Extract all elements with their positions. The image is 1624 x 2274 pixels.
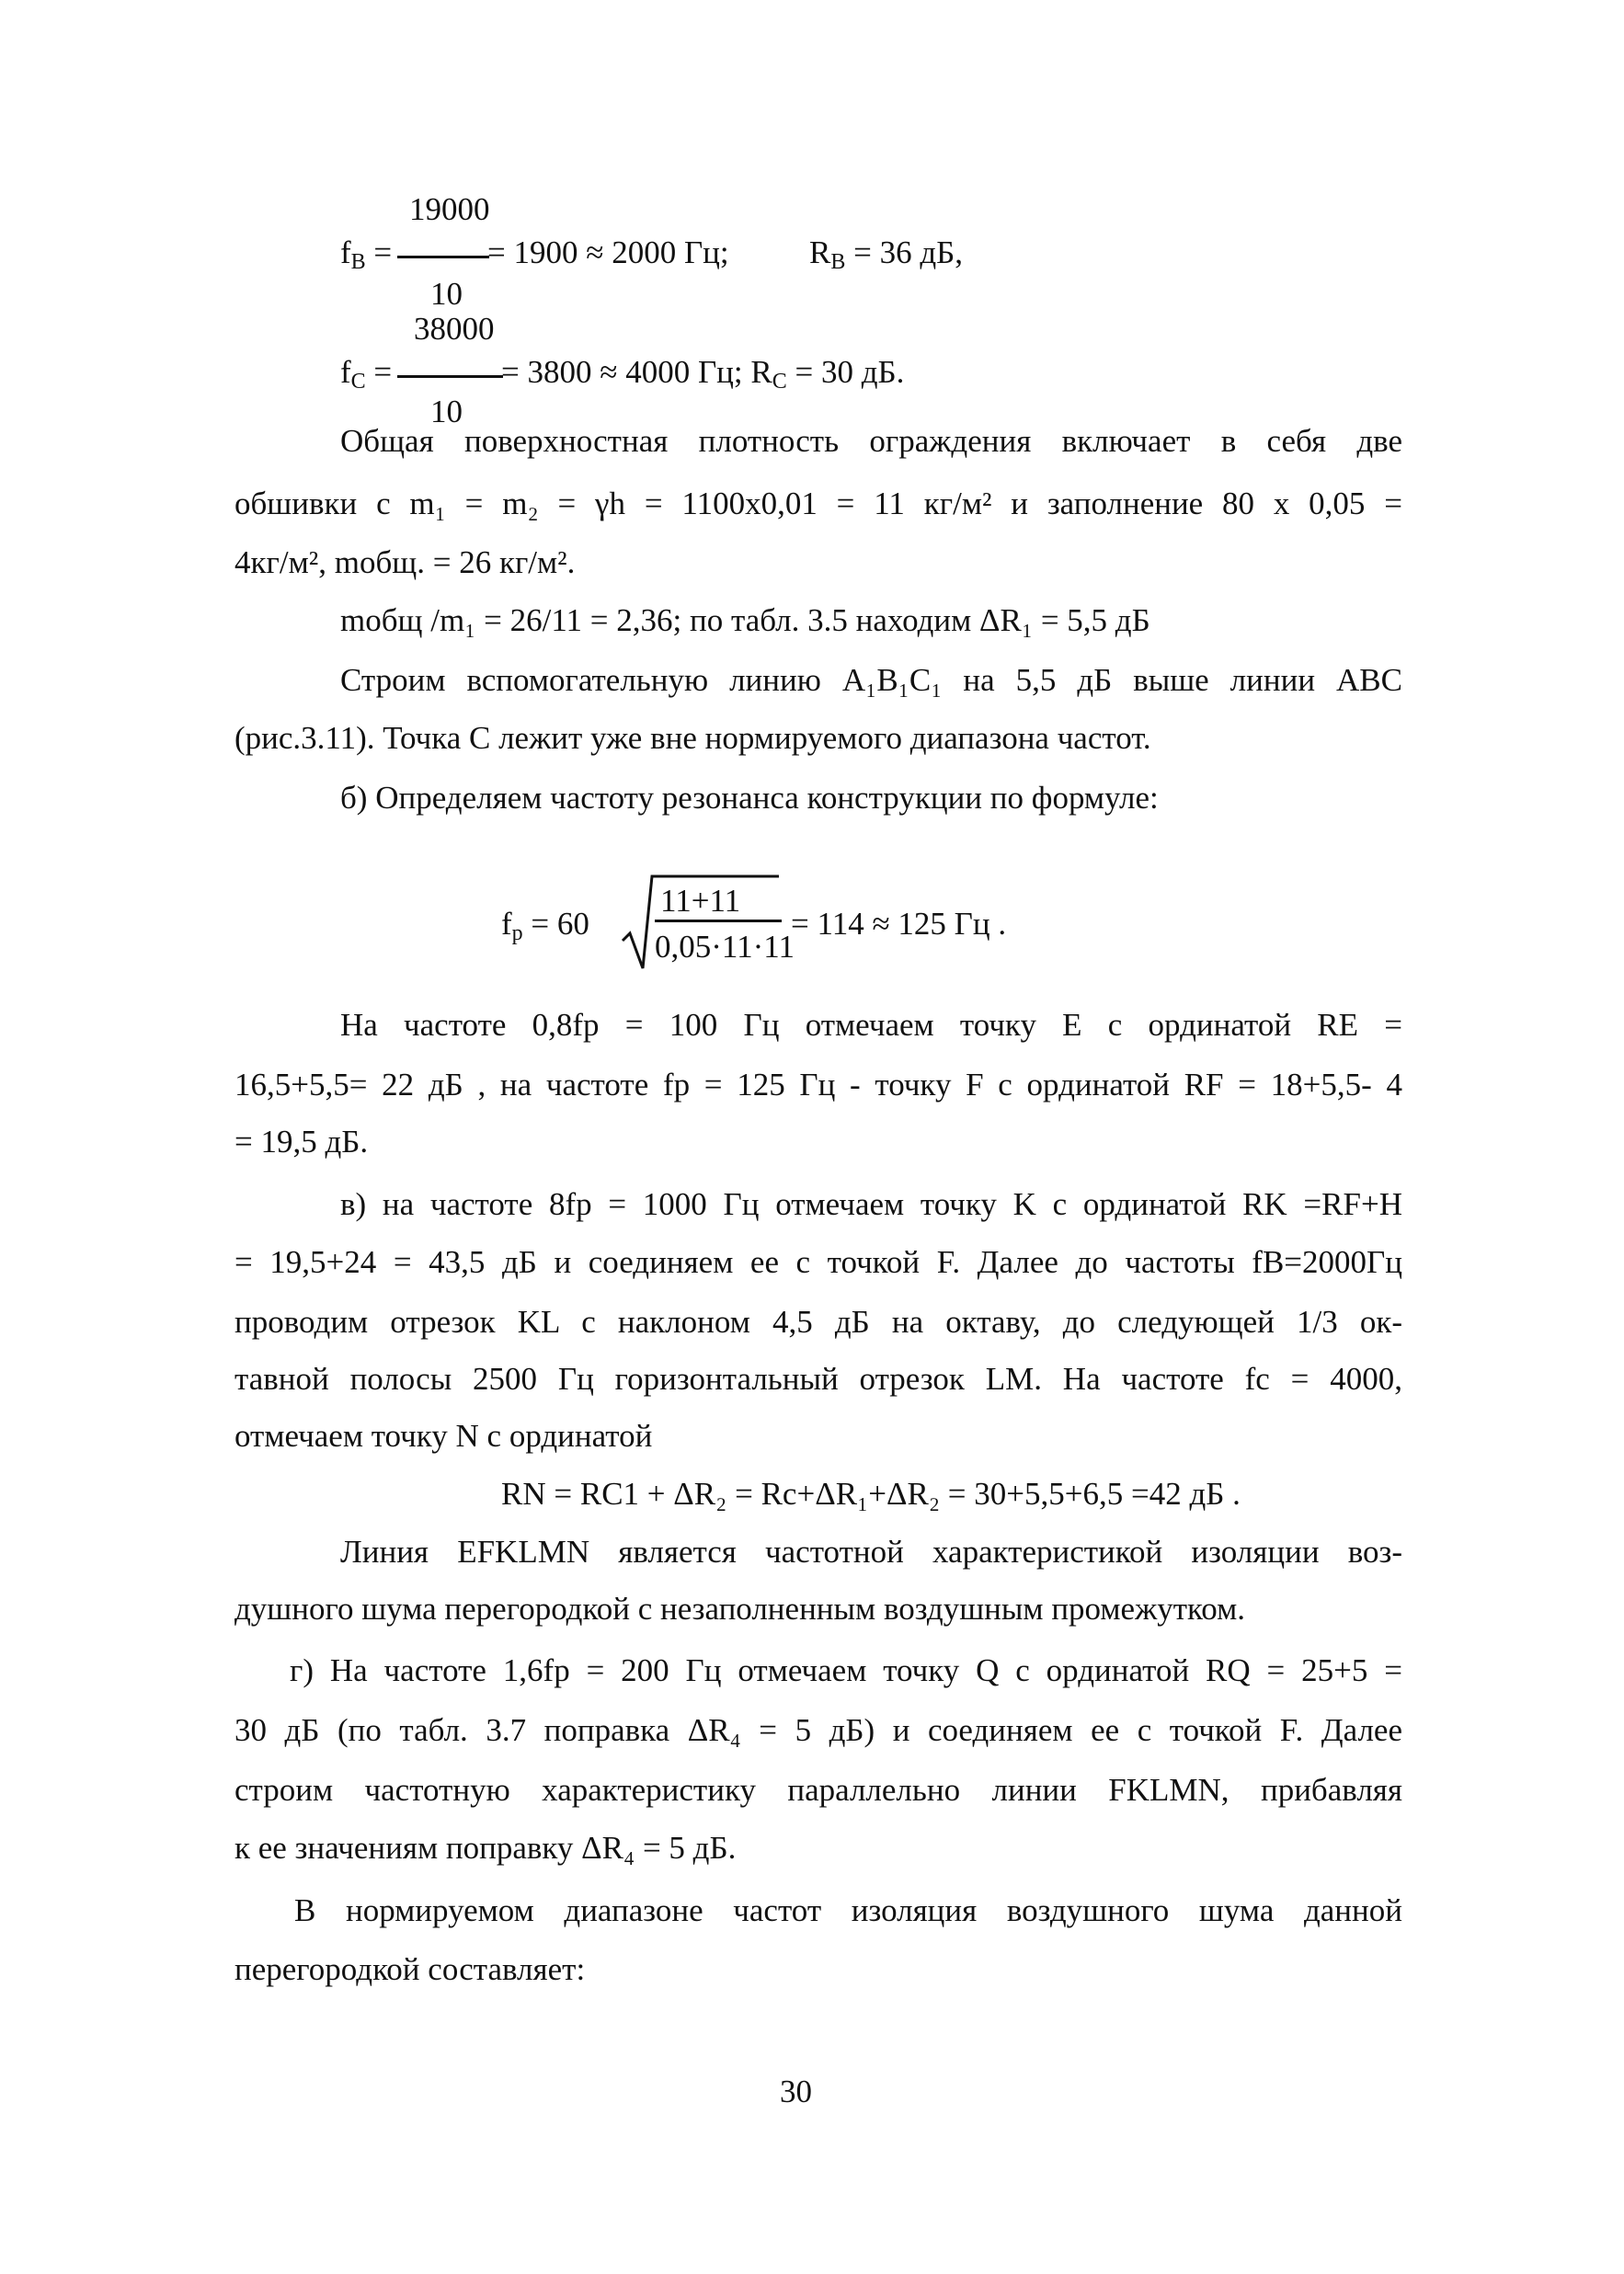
para3-line5: отмечаем точку N с ординатой: [234, 1418, 653, 1454]
para3-line2: = 19,5+24 = 43,5 дБ и соединяем ее с точкой F. Далее до частоты fB=2000Гц: [234, 1244, 1402, 1280]
fc-lhs: $f_C$ =: [340, 354, 393, 394]
para1-line5: Строим вспомогательную линию A₁B₁C₁ на 5,5 дБ выше линии ABC: [340, 662, 1402, 698]
para6-line1: В нормируемом диапазоне частот изоляция воздушного шума данной: [294, 1892, 1402, 1928]
para3-line3: проводим отрезок KL с наклоном 4,5 дБ на октаву, до следующей 1/3 ок-: [234, 1304, 1402, 1340]
rb-value: $R_В = 36$ дБ,: [809, 234, 964, 274]
page-number: 30: [780, 2074, 812, 2109]
fb-fraction-bar: [397, 256, 489, 258]
resonance-numerator: 11+11: [660, 883, 741, 919]
para4-line1: Линия EFKLMN является частотной характеристикой изоляции воз-: [340, 1534, 1402, 1570]
fb-denominator: 10: [430, 276, 463, 312]
para1-line7: б) Определяем частоту резонанса конструкции по формуле:: [340, 780, 1159, 816]
fc-numerator: 38000: [414, 311, 495, 347]
para4-line2: душного шума перегородкой с незаполненным воздушным промежутком.: [234, 1591, 1246, 1627]
resonance-denominator: 0,05·11·11: [655, 929, 795, 965]
para2-line3: = 19,5 дБ.: [234, 1124, 369, 1160]
para2-line1: На частоте 0,8fр = 100 Гц отмечаем точку E с ординатой RE =: [340, 1007, 1402, 1043]
resonance-result: = 114 ≈ 125 Гц .: [791, 906, 1007, 942]
para6-line2: перегородкой составляет:: [234, 1951, 586, 1987]
para5-line2: 30 дБ (по табл. 3.7 поправка ΔR₄ = 5 дБ) и соединяем ее с точкой F. Далее: [234, 1712, 1402, 1748]
para3-line6: RN = RC1 + ΔR₂ = Rc+ΔR₁+ΔR₂ = 30+5,5+6,5 =42 дБ .: [501, 1476, 1241, 1512]
resonance-lhs: $f_р = 60$: [501, 906, 589, 945]
fc-fraction-bar: [397, 375, 503, 378]
para5-line4: к ее значениям поправку ΔR₄ = 5 дБ.: [234, 1830, 737, 1866]
para3-line1: в) на частоте 8fр = 1000 Гц отмечаем точку K с ординатой RK =RF+H: [340, 1186, 1402, 1222]
para2-line2: 16,5+5,5= 22 дБ , на частоте fр = 125 Гц - точку F с ординатой RF = 18+5,5- 4: [234, 1067, 1402, 1103]
para1-line2: обшивки с m₁ = m₂ = γh = 1100х0,01 = 11 кг/м² и заполнение 80 х 0,05 =: [234, 486, 1402, 521]
fb-lhs: $f_В$ =: [340, 234, 393, 274]
fc-result: = 3800 ≈ 4000 Гц; $R_C = 30$ дБ.: [501, 354, 905, 394]
para1-line1: Общая поверхностная плотность ограждения включает в себя две: [340, 423, 1402, 459]
fb-numerator: 19000: [409, 191, 490, 227]
para5-line3: строим частотную характеристику параллельно линии FKLMN, прибавляя: [234, 1772, 1402, 1808]
para3-line4: тавной полосы 2500 Гц горизонтальный отрезок LM. На частоте fc = 4000,: [234, 1361, 1402, 1397]
para1-line3: 4кг/м², mобщ. = 26 кг/м².: [234, 544, 576, 580]
para1-line6: (рис.3.11). Точка C лежит уже вне нормируемого диапазона частот.: [234, 720, 1151, 756]
fc-denominator: 10: [430, 394, 463, 429]
para5-line1: г) На частоте 1,6fр = 200 Гц отмечаем точку Q с ординатой RQ = 25+5 =: [290, 1652, 1402, 1688]
fb-result: = 1900 ≈ 2000 Гц;: [487, 234, 729, 270]
para1-line4: mобщ /m₁ = 26/11 = 2,36; по табл. 3.5 находим ΔR₁ = 5,5 дБ: [340, 602, 1150, 638]
resonance-fraction-bar: [655, 920, 782, 922]
